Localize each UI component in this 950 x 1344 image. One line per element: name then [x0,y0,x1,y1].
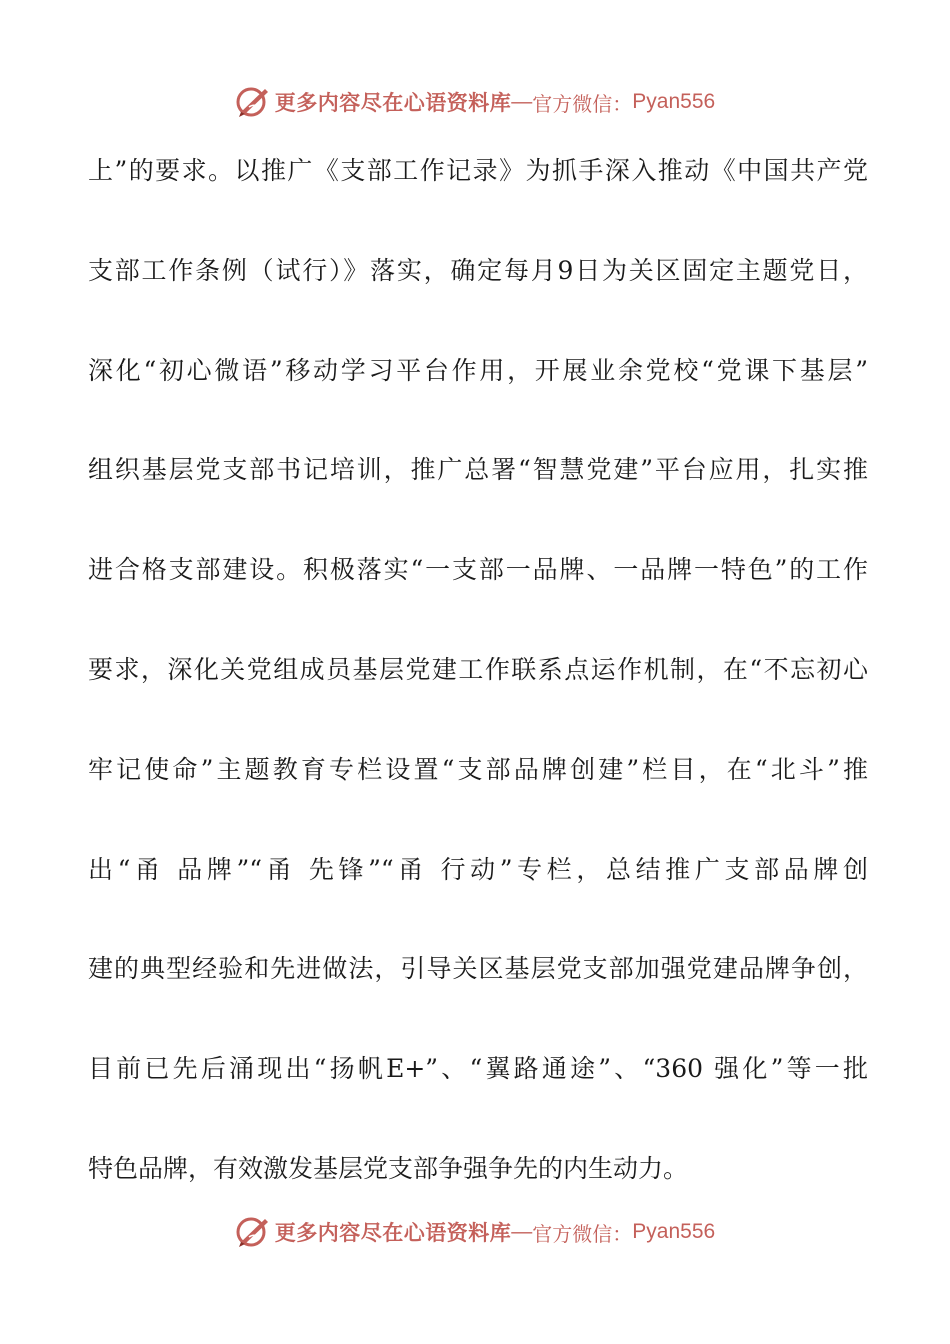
text-line: 进合格支部建设。积极落实“一支部一品牌、一品牌一特色”的工作 [88,555,868,585]
body-paragraph [88,148,868,1246]
text-line: 要求，深化关党组成员基层党建工作联系点运作机制，在“不忘初心 [88,654,868,684]
text-line: 建的典型经验和先进做法，引导关区基层党支部加强党建品牌争创， [88,954,868,984]
watermark-main-text: 更多内容尽在心语资料库 [274,1220,512,1245]
text-line: 牢记使命”主题教育专栏设置“支部品牌创建”栏目，在“北斗”推 [88,754,868,784]
text-line: 上”的要求。以推广《支部工作记录》为抓手深入推动《中国共产党 [88,156,868,185]
text-line: 目前已先后涌现出“扬帆E+”、“翼路通途”、“360 强化”等一批 [88,1054,868,1084]
watermark-main-text: 更多内容尽在心语资料库 [274,90,512,115]
pen-logo-icon [235,85,271,119]
footer-watermark [0,1212,950,1252]
watermark-wechat-label: 官方微信： [532,91,633,116]
watermark-wechat-id: Pyan556 [632,1220,716,1243]
pen-logo-icon [235,1215,271,1249]
text-line: 特色品牌，有效激发基层党支部争强争先的内生动力。 [88,1153,689,1183]
watermark-wechat-label: 官方微信： [532,1221,633,1246]
watermark-dash: — [511,90,533,113]
text-line: 深化“初心微语”移动学习平台作用，开展业余党校“党课下基层” [88,355,868,385]
text-line: 组织基层党支部书记培训，推广总署“智慧党建”平台应用，扎实推 [88,455,868,485]
text-line: 出“甬 品牌”“甬 先锋”“甬 行动”专栏，总结推广支部品牌创 [88,854,868,884]
watermark-dash: — [511,1220,533,1243]
watermark-wechat-id: Pyan556 [632,90,716,113]
header-watermark [0,82,950,122]
text-line: 支部工作条例（试行）》落实，确定每月9日为关区固定主题党日， [88,255,868,285]
